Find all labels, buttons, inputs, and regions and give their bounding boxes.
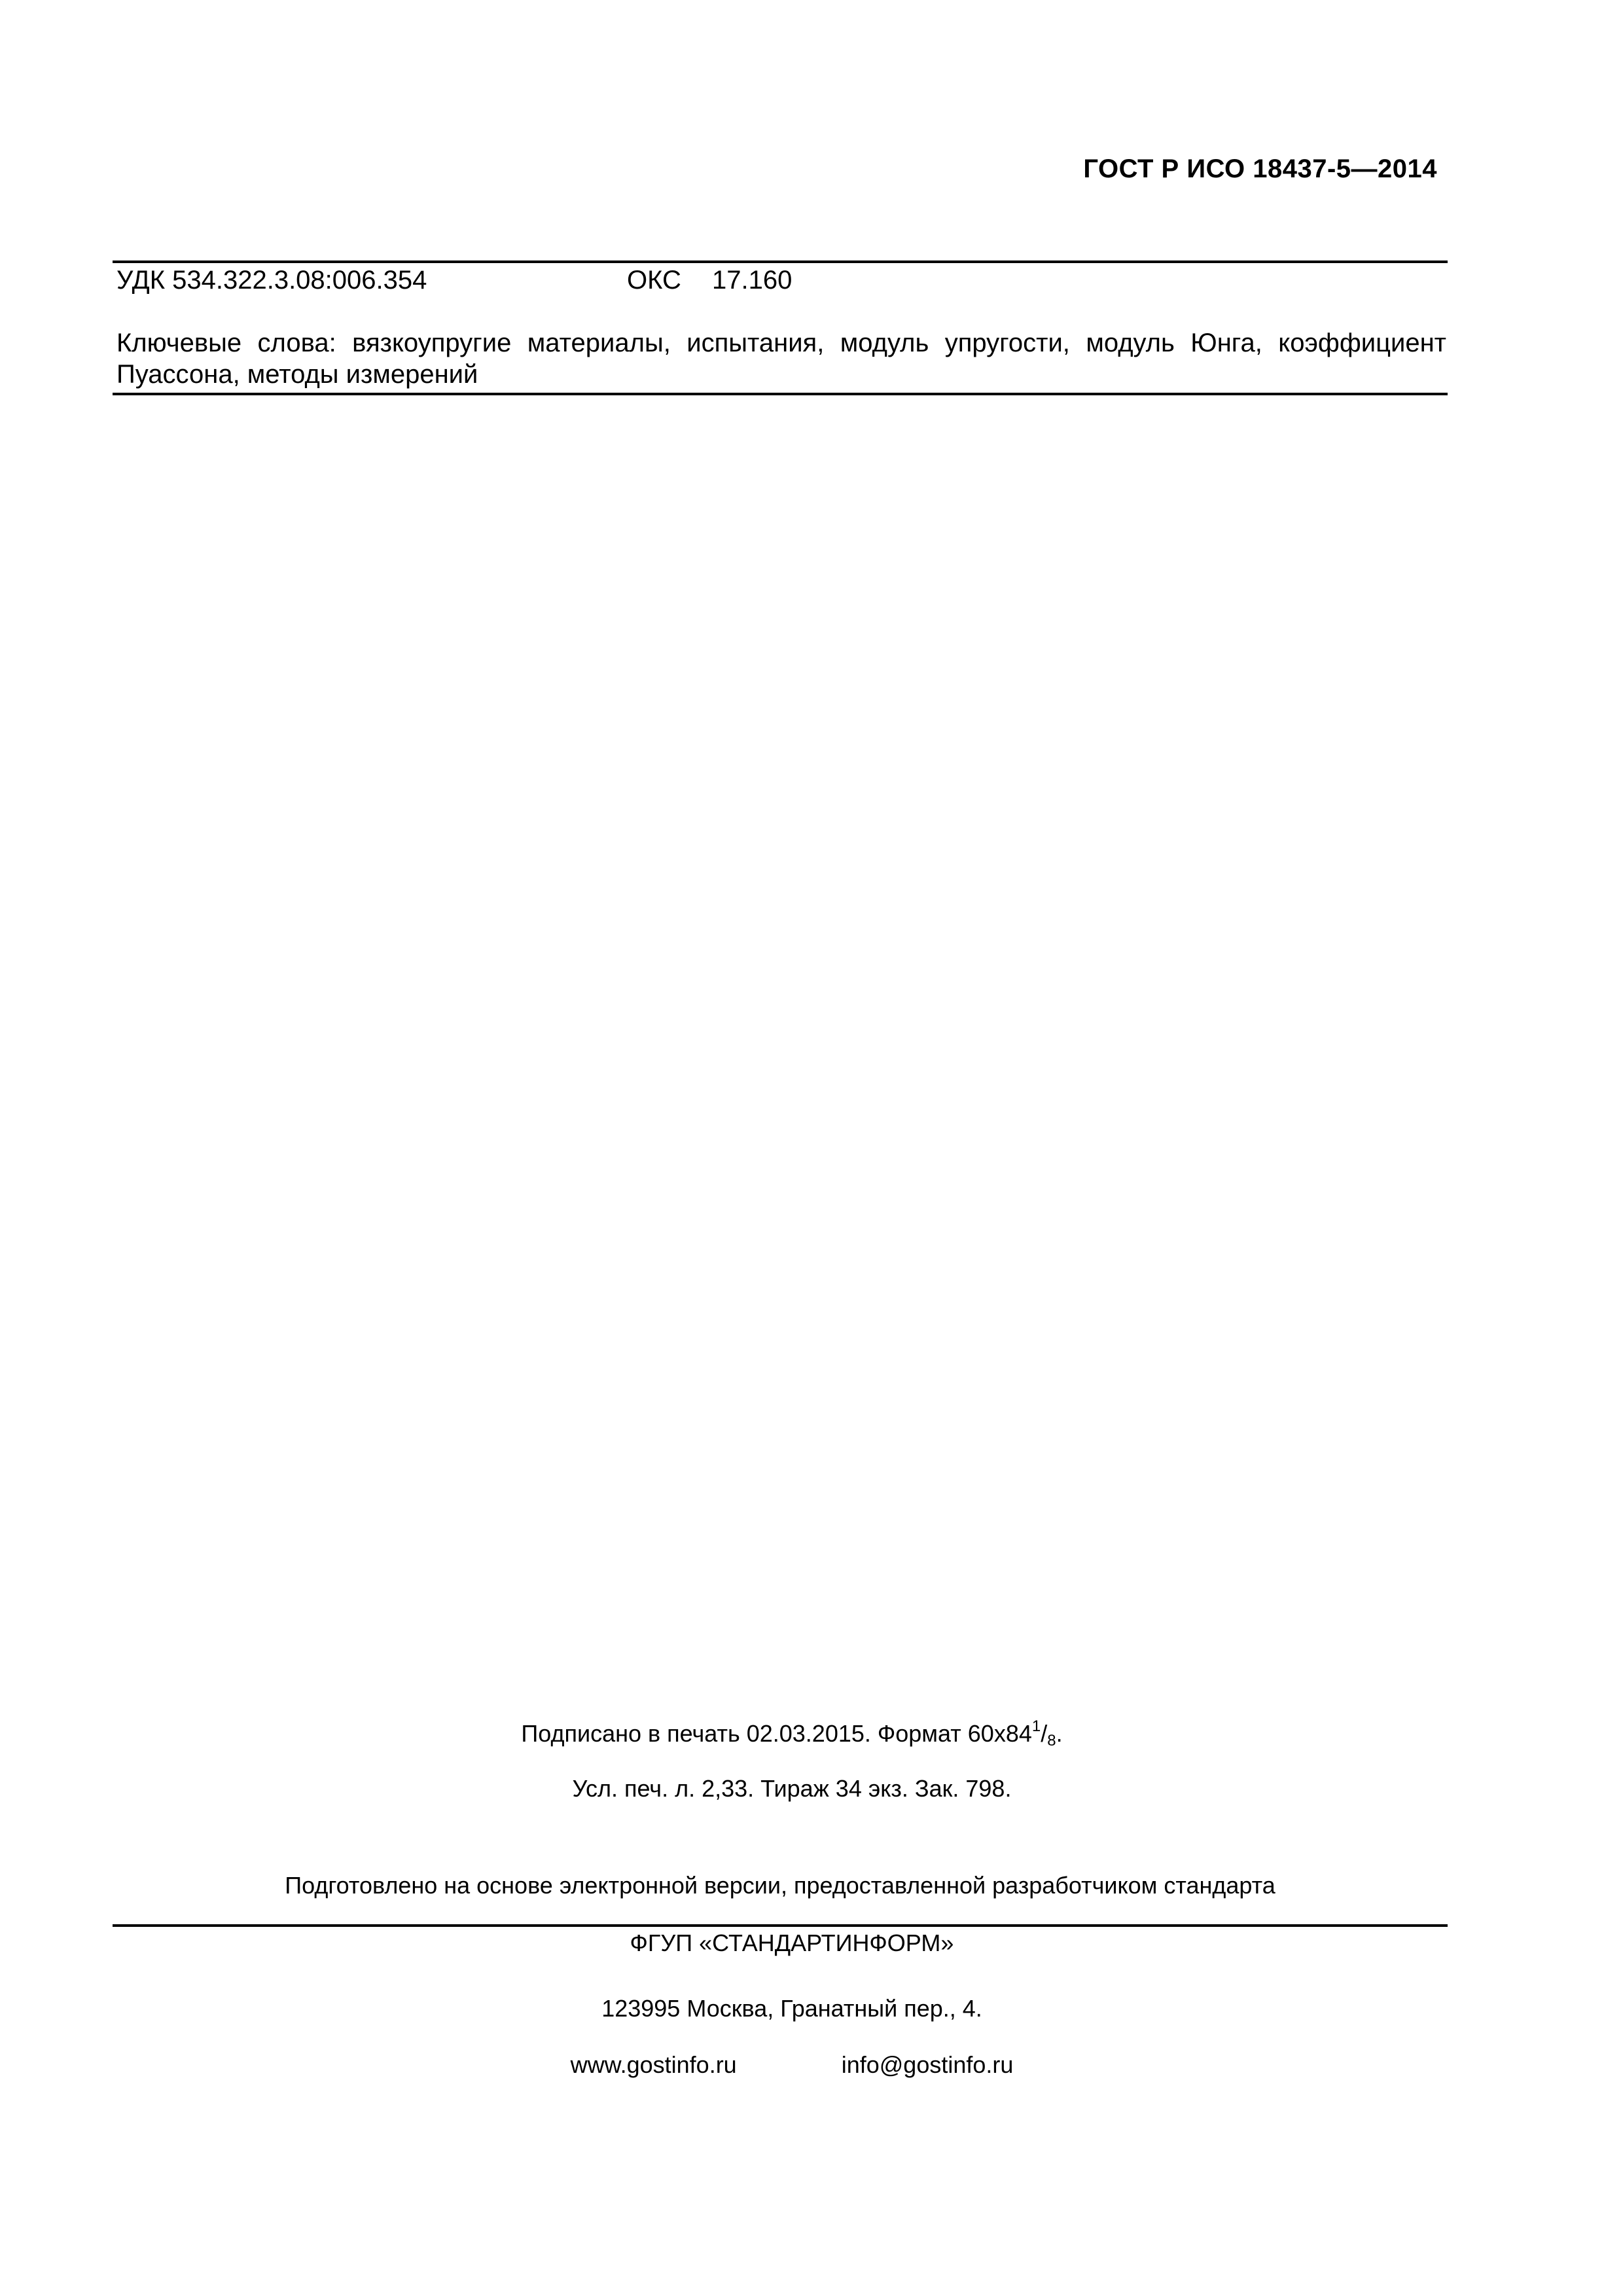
format-slash: / [1041, 1720, 1048, 1747]
publisher-contacts [124, 2051, 1459, 2079]
document-code: ГОСТ Р ИСО 18437-5—2014 [1083, 154, 1437, 183]
signed-to-print-line [124, 1717, 1459, 1749]
prepared-note: Подготовлено на основе электронной версии, предоставленной разработчиком стандарта [285, 1872, 1275, 1899]
format-denominator: 8 [1047, 1732, 1056, 1749]
keywords-paragraph: Ключевые слова: вязкоупругие материалы, испытания, модуль упругости, модуль Юнга, коэффициент Пуассона, методы измерений [116, 329, 1446, 389]
format-end: . [1056, 1720, 1063, 1747]
top-divider [113, 260, 1448, 263]
udk-code: УДК 534.322.3.08:006.354 [116, 266, 427, 295]
email-link[interactable]: info@gostinfo.ru [841, 2051, 1014, 2078]
signed-text: Подписано в печать 02.03.2015. Формат 60x84 [521, 1720, 1032, 1747]
oks-label: ОКС [627, 266, 681, 295]
website-link[interactable]: www.gostinfo.ru [570, 2051, 737, 2078]
format-numerator: 1 [1031, 1717, 1041, 1735]
print-volume-line: Усл. печ. л. 2,33. Тираж 34 экз. Зак. 798. [572, 1775, 1012, 1802]
oks-code: 17.160 [712, 266, 793, 295]
keywords-divider [113, 393, 1448, 395]
publisher-name: ФГУП «СТАНДАРТИНФОРМ» [630, 1929, 954, 1956]
publisher-divider [113, 1924, 1448, 1927]
publisher-address: 123995 Москва, Гранатный пер., 4. [601, 1995, 982, 2022]
